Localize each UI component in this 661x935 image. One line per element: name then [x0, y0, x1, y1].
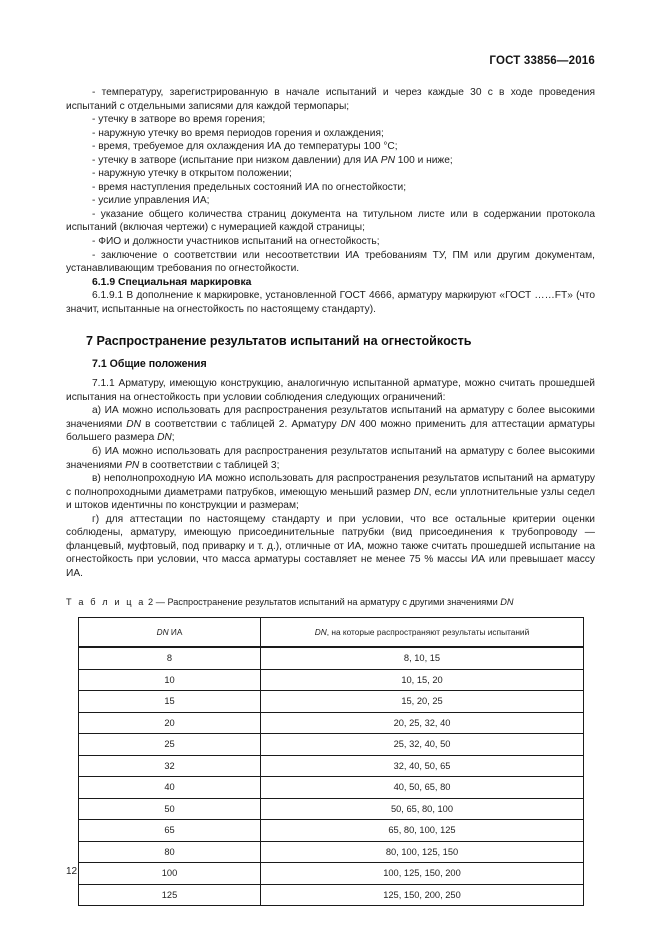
cell-dn-extended: 32, 40, 50, 65	[261, 755, 584, 777]
column-header-dn-ia: DN ИА	[79, 618, 261, 648]
cell-dn-ia: 32	[79, 755, 261, 777]
bullet-cooling-time: - время, требуемое для охлаждения ИА до температуры 100 °C;	[92, 141, 398, 153]
cell-dn-extended: 15, 20, 25	[261, 691, 584, 713]
cell-dn-ia: 65	[79, 820, 261, 842]
table-row	[79, 712, 584, 734]
table-row	[79, 669, 584, 691]
cell-dn-ia: 8	[79, 647, 261, 669]
bullet-low-pressure-leak: - утечку в затворе (испытание при низком давлении) для ИА PN 100 и ниже;	[92, 154, 453, 166]
clause-7-1-1-text: 7.1.1 Арматуру, имеющую конструкцию, аналогичную испытанной арматуре, можно считать прошедшей испытания на огнестойкость при условии соблюдения следующих ограничений:	[66, 378, 595, 403]
bullet-participants: - ФИО и должности участников испытаний на огнестойкость;	[92, 236, 380, 248]
spacer-before-section-7	[66, 316, 595, 333]
table-header	[79, 618, 584, 648]
bullet-external-leak: - наружную утечку во время периодов горения и охлаждения;	[92, 127, 384, 139]
clause-6-1-9-heading: 6.1.9 Специальная маркировка	[92, 276, 252, 288]
table-row	[79, 798, 584, 820]
clause-7-1-heading: 7.1 Общие положения	[92, 358, 207, 371]
cell-dn-extended: 10, 15, 20	[261, 669, 584, 691]
table-row	[79, 647, 584, 669]
table-header-row	[79, 618, 584, 648]
cell-dn-ia: 50	[79, 798, 261, 820]
section-7-heading: 7 Распространение результатов испытаний на огнестойкость	[86, 334, 472, 349]
table-caption-label: Т а б л и ц а	[66, 596, 146, 607]
bullet-limit-state-time: - время наступления предельных состояний ИА по огнестойкости;	[92, 181, 407, 193]
spacer-before-table-caption	[66, 581, 595, 596]
cell-dn-extended: 65, 80, 100, 125	[261, 820, 584, 842]
cell-dn-extended: 25, 32, 40, 50	[261, 734, 584, 756]
clause-6-1-9-1-text: 6.1.9.1 В дополнение к маркировке, установленной ГОСТ 4666, арматуру маркируют «ГОСТ ……FT» (что значит, испытанные на огнестойкость по настоящему стандарту).	[66, 290, 595, 315]
cell-dn-extended: 100, 125, 150, 200	[261, 863, 584, 885]
table-row	[79, 841, 584, 863]
cell-dn-ia: 10	[79, 669, 261, 691]
bullet-open-position-leak: - наружную утечку в открытом положении;	[92, 168, 292, 180]
table-row	[79, 777, 584, 799]
table-caption-number: 2	[148, 596, 154, 607]
table-row	[79, 820, 584, 842]
table-row	[79, 734, 584, 756]
table-caption-text: — Распространение результатов испытаний на арматуру с другими значениями DN	[155, 596, 514, 607]
cell-dn-ia: 80	[79, 841, 261, 863]
cell-dn-ia: 125	[79, 884, 261, 906]
cell-dn-ia: 100	[79, 863, 261, 885]
cell-dn-extended: 125, 150, 200, 250	[261, 884, 584, 906]
cell-dn-extended: 80, 100, 125, 150	[261, 841, 584, 863]
cell-dn-ia: 25	[79, 734, 261, 756]
page-number: 12	[66, 866, 78, 877]
bullet-temperature: - температуру, зарегистрированную в начале испытаний и через каждые 30 с в ходе проведения испытаний с отдельными записями для каждой термопары;	[66, 87, 595, 112]
cell-dn-ia: 20	[79, 712, 261, 734]
document-body	[66, 86, 595, 609]
list-item-g: г) для аттестации по настоящему стандарту и при условии, что все остальные критерии оценки соблюдены, арматуру, имеющую присоединительные патрубки (вид присоединения к трубопроводу — фланцевый, муфтовый, под приварку и т. д.), отличные от ИА, можно также считать прошедшей испытание на огнестойкость при условии, что масса арматуры составляет не менее 75 % массы ИА или превышает массу ИА.	[66, 513, 595, 579]
cell-dn-extended: 50, 65, 80, 100	[261, 798, 584, 820]
table-2-caption	[66, 596, 595, 609]
bullet-page-count: - указание общего количества страниц документа на титульном листе или в содержании протокола испытаний (включая чертежи) с нумерацией каждой страницы;	[66, 208, 595, 234]
cell-dn-extended: 20, 25, 32, 40	[261, 712, 584, 734]
list-item-v: в) неполнопроходную ИА можно использовать для распространения результатов испытаний на арматуру с полнопроходными диаметрами патрубков, имеющую меньший размер DN, если уплотнительные узлы седел и штоков идентичны по конструкции и размерам;	[66, 473, 595, 512]
table-2-container	[78, 617, 583, 906]
cell-dn-ia: 15	[79, 691, 261, 713]
list-item-b: б) ИА можно использовать для распространения результатов испытаний на арматуру с более высокими значениями PN в соответствии с таблицей 3;	[66, 446, 595, 471]
page-header-standard-ref: ГОСТ 33856—2016	[489, 55, 595, 67]
table-row	[79, 691, 584, 713]
cell-dn-ia: 40	[79, 777, 261, 799]
table-row	[79, 884, 584, 906]
spacer-after-section-7	[66, 349, 595, 357]
bullet-conclusion: - заключение о соответствии или несоответствии ИА требованиям ТУ, ПМ или другим документам, устанавливающим требования по огнестойкости.	[66, 249, 595, 275]
table-body	[79, 647, 584, 906]
column-header-dn-extended: DN, на которые распространяют результаты испытаний	[261, 618, 584, 648]
bullet-seat-leak-burn: - утечку в затворе во время горения;	[92, 114, 266, 126]
table-row	[79, 755, 584, 777]
cell-dn-extended: 40, 50, 65, 80	[261, 777, 584, 799]
bullet-control-force: - усилие управления ИА;	[92, 195, 210, 207]
cell-dn-extended: 8, 10, 15	[261, 647, 584, 669]
table-row	[79, 863, 584, 885]
list-item-a: а) ИА можно использовать для распространения результатов испытаний на арматуру с более высокими значениями DN в соответствии с таблицей 2. Арматуру DN 400 можно применить для аттестации арматуры большего размера DN;	[66, 405, 595, 444]
table-2	[78, 617, 584, 906]
